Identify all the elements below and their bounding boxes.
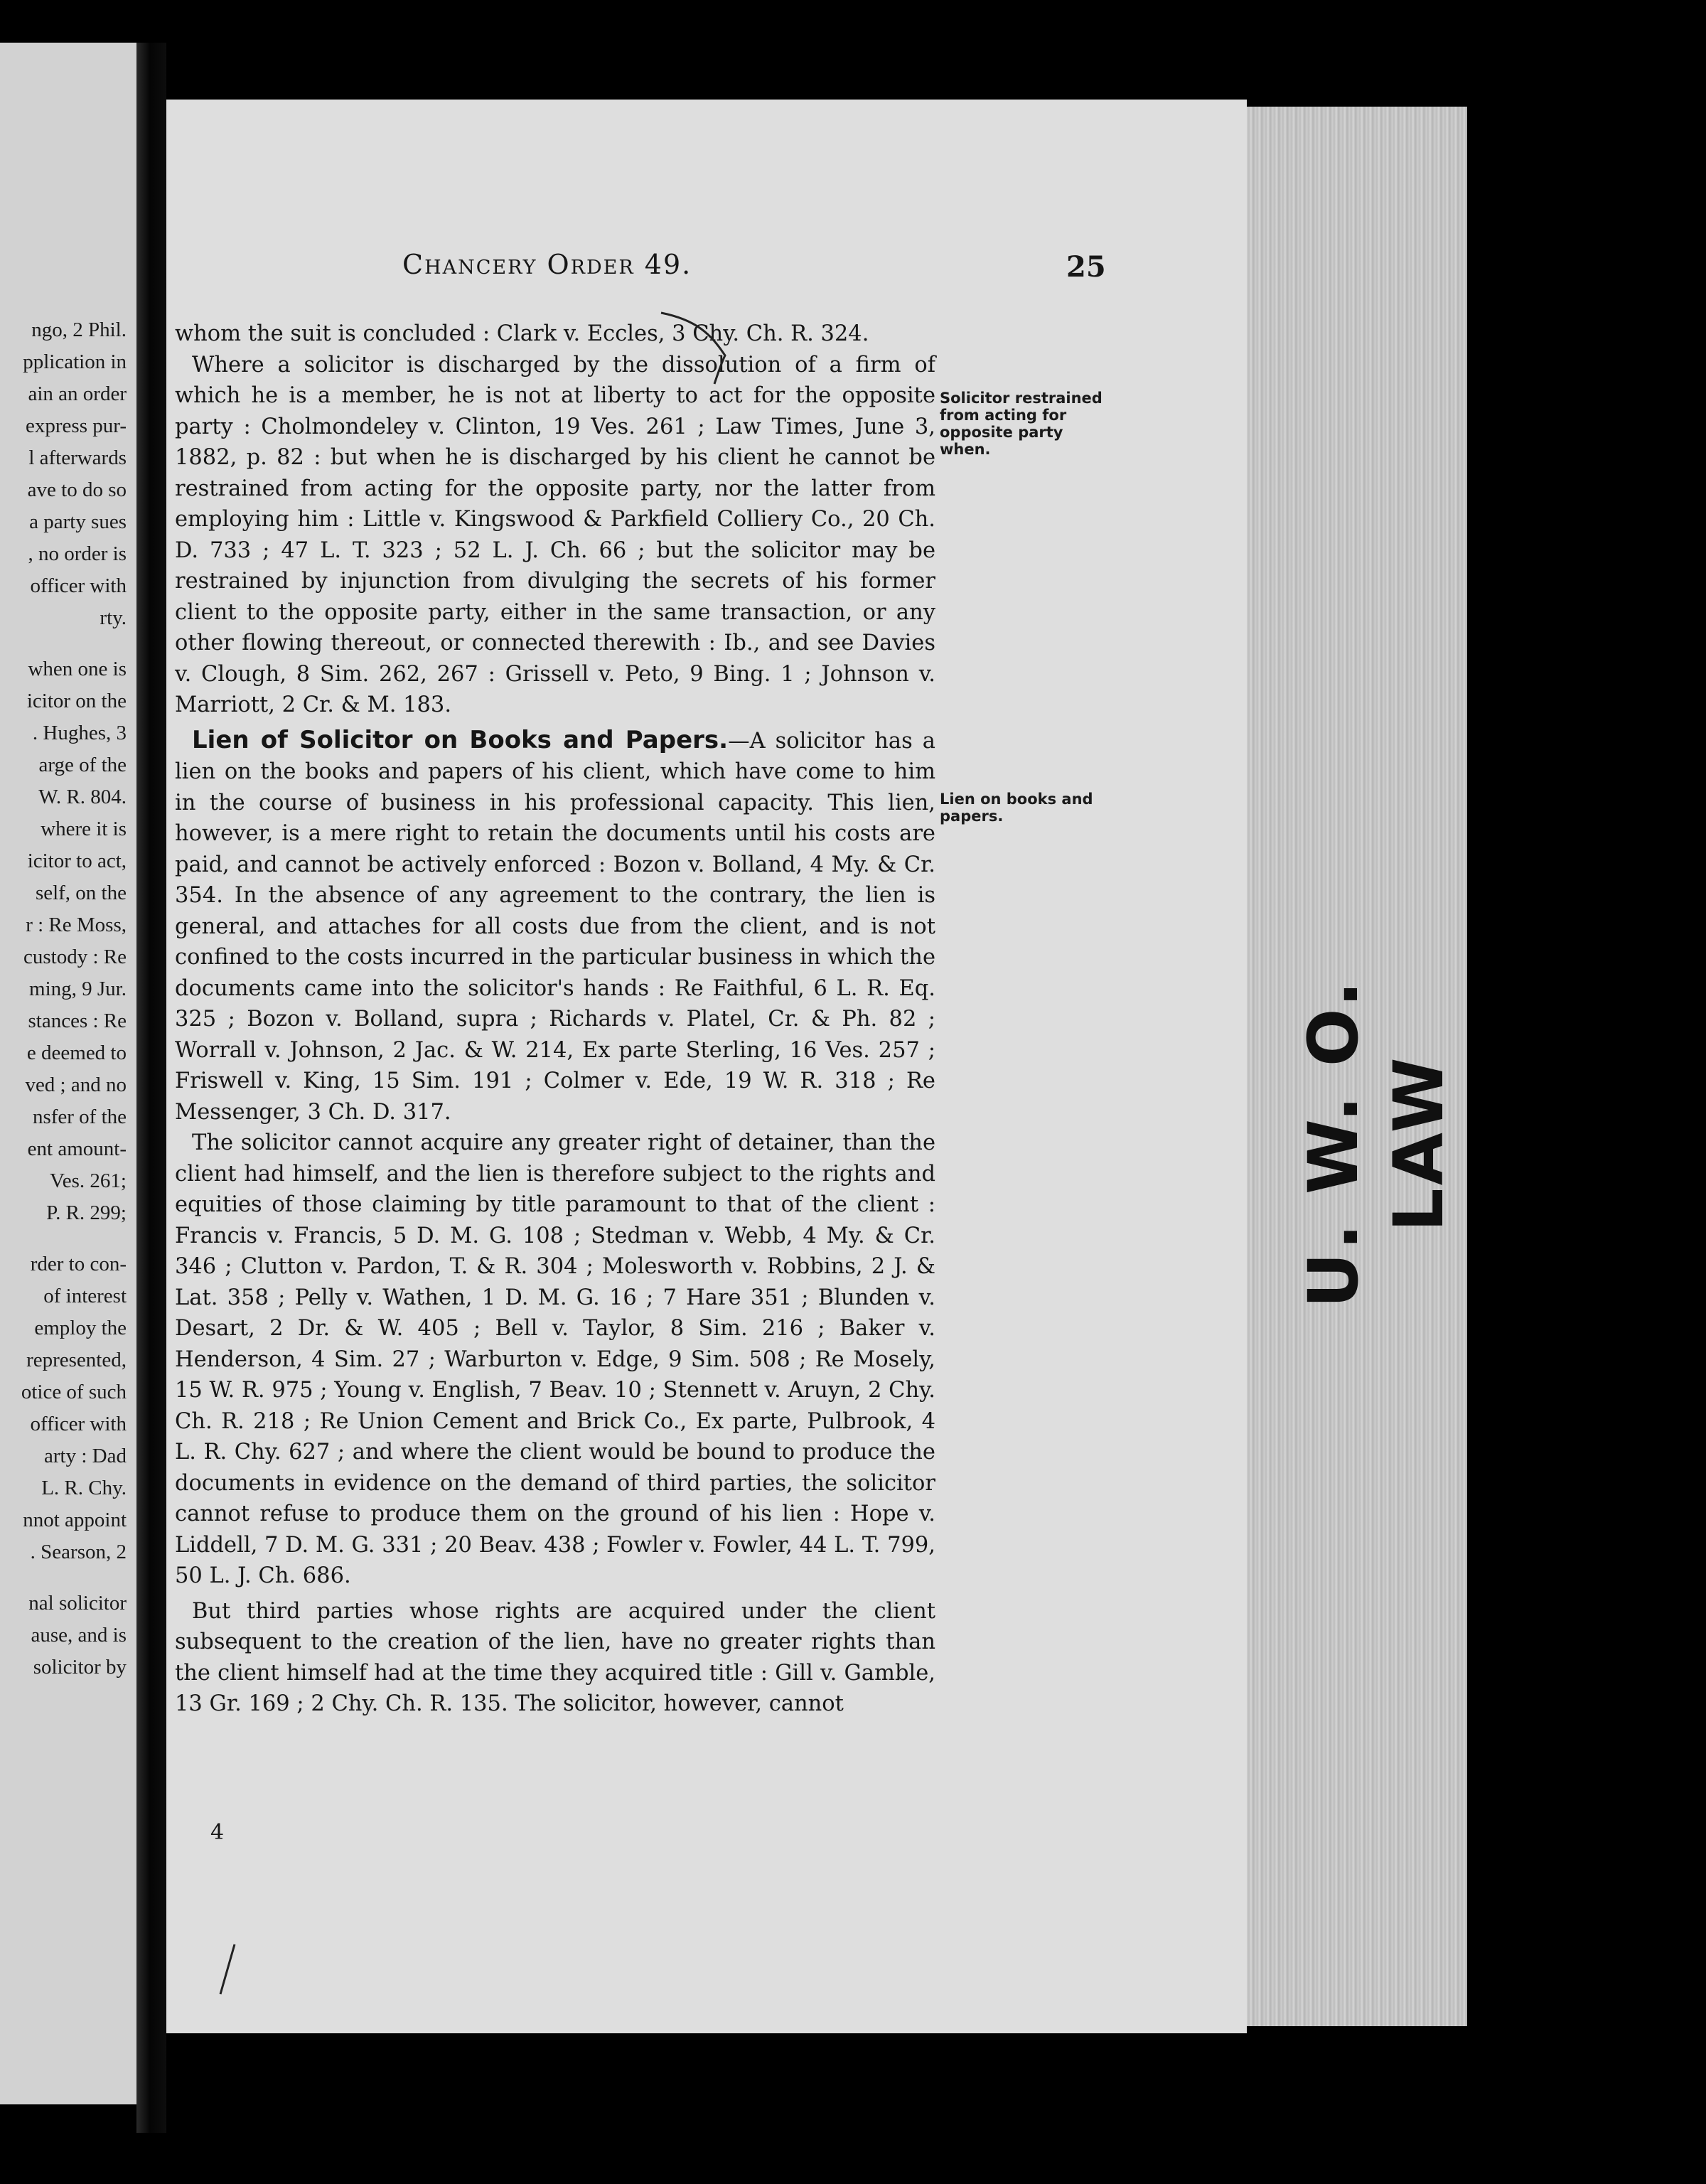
previous-page-line: ved ; and no: [25, 1074, 127, 1096]
previous-page-line: ave to do so: [27, 478, 127, 501]
previous-page-line: rder to con-: [30, 1253, 127, 1275]
previous-page-line: express pur-: [26, 414, 127, 437]
previous-page-line: custody : Re: [23, 946, 127, 968]
paragraph-solicitor-discharge: Where a solicitor is discharged by the dissolution of a firm of which he is a member, he is not at liberty to act for the opposite party : Cholmondeley v. Clinton, 19 Ves. 261 ; Law Times, June 3, 1882, p. 82 : but when he is discharged by his client he cannot be restrained from acting for the opposite party, nor the latter from employing him : Little v. Kingswood & Parkfield Colliery Co., 20 Ch. D. 733 ; 47 L. T. 323 ; 52 L. J. Ch. 66 ; but the solicitor may be restrained by injunction from divulging the secrets of his former client to the opposite party, either in the same transaction, or any other flowing thereout, or connected therewith : Ib., and see Davies v. Clough, 8 Sim. 262, 267 : Grissell v. Peto, 9 Bing. 1 ; Johnson v. Marriott, 2 Cr. & M. 183.: [175, 352, 935, 717]
book-gutter: [136, 43, 166, 2133]
library-stamp: U. W. O. LAW: [1294, 978, 1459, 1308]
previous-page-line: arge of the: [38, 754, 127, 776]
previous-page-line: self, on the: [35, 882, 127, 904]
previous-page-line: arty : Dad: [44, 1445, 127, 1467]
previous-page-line: officer with: [30, 1413, 127, 1435]
previous-page-line: . Searson, 2: [30, 1541, 127, 1563]
previous-page-line: when one is: [28, 658, 127, 680]
previous-page-line: l afterwards: [28, 446, 127, 469]
paragraph-lien: [175, 725, 935, 1128]
previous-page-line: pplication in: [23, 350, 127, 373]
previous-page-line: ent amount-: [27, 1138, 127, 1160]
previous-page-line: ain an order: [28, 382, 127, 405]
previous-page-line: P. R. 299;: [46, 1201, 127, 1224]
previous-page-line: ngo, 2 Phil.: [31, 318, 127, 341]
previous-page-line: employ the: [34, 1317, 127, 1339]
previous-page-line: rty.: [100, 606, 127, 629]
margin-note-solicitor-restrained: Solicitor restrained from acting for opposite party when.: [940, 390, 1103, 458]
previous-page-line: nal solicitor: [28, 1592, 127, 1615]
previous-page-line: ming, 9 Jur.: [29, 978, 127, 1000]
previous-page-line: e deemed to: [26, 1042, 127, 1064]
previous-page-fragment: [0, 43, 136, 2104]
previous-page-line: icitor on the: [26, 690, 127, 712]
previous-page-line: represented,: [26, 1349, 127, 1371]
pen-mark: [654, 306, 739, 391]
lien-text: —A solicitor has a lien on the books and papers of his client, which have come to him in the course of business in his professional capacity. This lien, however, is a mere right to retain the documents until his costs are paid, and cannot be actively enforced : Bozon v. Bolland, 4 My. & Cr. 354. In the absence of any agreement to the contrary, the lien is general, and attaches for all costs due from the client, and is not confined to the costs incurred in the particular business in which the documents came into the solicitor's hands : Re Faithful, 6 L. R. Eq. 325 ; Bozon v. Bolland, supra ; Richards v. Platel, Cr. & Ph. 82 ; Worrall v. Johnson, 2 Jac. & W. 214, Ex parte Sterling, 16 Ves. 257 ; Friswell v. King, 15 Sim. 191 ; Colmer v. Ede, 19 W. R. 318 ; Re Messenger, 3 Ch. D. 317.: [175, 728, 935, 1125]
previous-page-line: icitor to act,: [27, 850, 127, 872]
body-text: [175, 318, 935, 1720]
previous-page-line: W. R. 804.: [38, 786, 127, 808]
previous-page-line: , no order is: [28, 542, 127, 565]
previous-page-line: nnot appoint: [23, 1509, 127, 1531]
previous-page-line: stances : Re: [28, 1010, 127, 1032]
paragraph-third-parties: But third parties whose rights are acquired under the client subsequent to the creation of the lien, have no greater rights than the client himself had at the time they acquired title : Gill v. Gamble, 13 Gr. 169 ; 2 Chy. Ch. R. 135. The solicitor, however, cannot: [175, 1598, 935, 1716]
previous-page-line: where it is: [41, 818, 127, 840]
page-number: 25: [1066, 250, 1106, 284]
paragraph-detainer: The solicitor cannot acquire any greater right of detainer, than the client had himself, and the lien is therefore subject to the rights and equities of those claiming by title paramount to that of the client : Francis v. Francis, 5 D. M. G. 108 ; Stedman v. Webb, 4 My. & Cr. 346 ; Clutton v. Pardon, T. & R. 304 ; Molesworth v. Robbins, 2 J. & Lat. 358 ; Pelly v. Wathen, 1 D. M. G. 16 ; 7 Hare 351 ; Blunden v. Desart, 2 Dr. & W. 405 ; Bell v. Taylor, 8 Sim. 216 ; Baker v. Henderson, 4 Sim. 27 ; Warburton v. Edge, 9 Sim. 508 ; Re Mosely, 15 W. R. 975 ; Young v. English, 7 Beav. 10 ; Stennett v. Aruyn, 2 Chy. Ch. R. 218 ; Re Union Cement and Brick Co., Ex parte, Pulbrook, 4 L. R. Chy. 627 ; and where the client would be bound to produce the documents in evidence on the demand of third parties, the solicitor cannot refuse to produce them on the ground of his lien : Hope v. Liddell, 7 D. M. G. 331 ; 20 Beav. 438 ; Fowler v. Fowler, 44 L. T. 799, 50 L. J. Ch. 686.: [175, 1130, 935, 1588]
previous-page-line: solicitor by: [33, 1656, 127, 1679]
previous-page-line: L. R. Chy.: [41, 1477, 127, 1499]
previous-page-line: of interest: [43, 1285, 127, 1307]
previous-page-line: Ves. 261;: [50, 1169, 127, 1192]
signature-mark: 4: [210, 1820, 225, 1845]
paragraph-continuation: whom the suit is concluded : Clark v. Eccles, 3 Chy. Ch. R. 324.: [175, 321, 869, 346]
pen-mark-2: [213, 1941, 242, 1998]
previous-page-line: ause, and is: [31, 1624, 127, 1647]
previous-page-line: a party sues: [29, 510, 127, 533]
margin-note-lien: Lien on books and papers.: [940, 791, 1093, 825]
previous-page-line: nsfer of the: [32, 1106, 127, 1128]
running-head: Chancery Order 49.: [402, 249, 692, 280]
previous-page-line: r : Re Moss,: [26, 914, 127, 936]
previous-page-line: . Hughes, 3: [32, 722, 127, 744]
previous-page-line: otice of such: [21, 1381, 127, 1403]
previous-page-line: officer with: [30, 574, 127, 597]
section-heading: Lien of Solicitor on Books and Papers.: [192, 725, 729, 754]
